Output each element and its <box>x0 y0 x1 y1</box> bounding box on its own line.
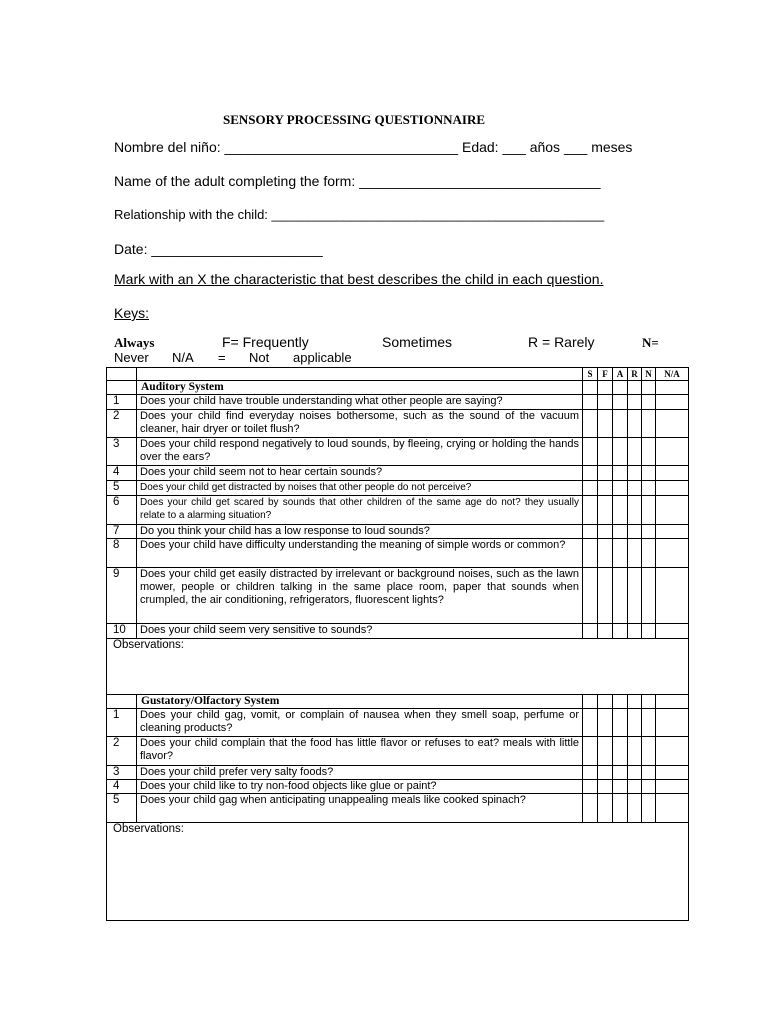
answer-cell[interactable] <box>628 766 642 780</box>
question-text: Do you think your child has a low response to loud sounds? <box>137 525 583 539</box>
answer-cell[interactable] <box>613 737 628 766</box>
answer-cell[interactable] <box>642 737 656 766</box>
answer-cell[interactable] <box>583 794 598 823</box>
answer-cell[interactable] <box>583 624 598 639</box>
answer-cell[interactable] <box>656 780 689 794</box>
answer-cell[interactable] <box>583 525 598 539</box>
answer-cell[interactable] <box>628 568 642 624</box>
answer-cell[interactable] <box>656 438 689 466</box>
answer-cell[interactable] <box>628 410 642 438</box>
answer-cell[interactable] <box>583 395 598 410</box>
answer-cell[interactable] <box>656 395 689 410</box>
gustatory-section-row <box>107 695 689 709</box>
answer-cell[interactable] <box>628 481 642 496</box>
answer-cell[interactable] <box>642 794 656 823</box>
answer-cell[interactable] <box>656 737 689 766</box>
answer-cell[interactable] <box>598 438 613 466</box>
key-sometimes: Sometimes <box>382 334 453 350</box>
table-row <box>107 568 689 624</box>
gustatory-section-title: Gustatory/Olfactory System <box>137 695 583 709</box>
key-na: N/A <box>172 350 194 365</box>
answer-cell[interactable] <box>656 568 689 624</box>
answer-cell[interactable] <box>656 794 689 823</box>
answer-cell[interactable] <box>642 466 656 481</box>
question-number: 10 <box>107 624 137 639</box>
question-text: Does your child respond negatively to loud sounds, by fleeing, crying or holding the hands over the ears? <box>137 438 583 466</box>
question-number: 5 <box>107 481 137 496</box>
answer-cell[interactable] <box>642 410 656 438</box>
answer-cell[interactable] <box>628 525 642 539</box>
answer-cell[interactable] <box>642 568 656 624</box>
question-number: 4 <box>107 466 137 481</box>
col-header-r: R <box>628 368 642 381</box>
key-never: Never <box>114 350 149 365</box>
instruction-text: Mark with an X the characteristic that best describes the child in each question. <box>114 271 604 287</box>
answer-cell[interactable] <box>656 410 689 438</box>
question-number: 1 <box>107 709 137 737</box>
question-number: 4 <box>107 780 137 794</box>
auditory-observations[interactable]: Observations: <box>107 639 689 695</box>
answer-cell[interactable] <box>583 766 598 780</box>
question-text: Does your child seem not to hear certain sounds? <box>137 466 583 481</box>
answer-cell[interactable] <box>598 568 613 624</box>
question-number: 5 <box>107 794 137 823</box>
adult-name-field[interactable]: Name of the adult completing the form: _______________________________ <box>114 173 601 189</box>
table-row <box>107 539 689 568</box>
answer-cell[interactable] <box>656 624 689 639</box>
answer-cell[interactable] <box>583 737 598 766</box>
questionnaire-table <box>106 367 689 921</box>
question-text: Does your child complain that the food has little flavor or refuses to eat? meals with little flavor? <box>137 737 583 766</box>
gustatory-observations[interactable]: Observations: <box>107 823 689 921</box>
question-number: 2 <box>107 737 137 766</box>
col-header-s: S <box>583 368 598 381</box>
answer-cell[interactable] <box>613 766 628 780</box>
answer-cell[interactable] <box>598 410 613 438</box>
answer-cell[interactable] <box>613 794 628 823</box>
answer-cell[interactable] <box>598 624 613 639</box>
answer-cell[interactable] <box>628 794 642 823</box>
page-title: SENSORY PROCESSING QUESTIONNAIRE <box>222 112 485 127</box>
answer-cell[interactable] <box>642 438 656 466</box>
child-name-field[interactable]: Nombre del niño: ______________________________ Edad: ___ años ___ meses <box>114 139 633 155</box>
question-number: 8 <box>107 539 137 568</box>
key-frequently: F= Frequently <box>222 334 309 350</box>
key-applicable: applicable <box>293 350 352 365</box>
question-number: 3 <box>107 438 137 466</box>
answer-cell[interactable] <box>613 539 628 568</box>
date-field[interactable]: Date: ______________________ <box>114 241 323 257</box>
answer-cell[interactable] <box>583 438 598 466</box>
answer-cell[interactable] <box>613 496 628 525</box>
table-row <box>107 410 689 438</box>
table-row <box>107 780 689 794</box>
answer-cell[interactable] <box>642 709 656 737</box>
answer-cell[interactable] <box>598 525 613 539</box>
answer-cell[interactable] <box>598 481 613 496</box>
col-header-na: N/A <box>656 368 689 381</box>
question-number: 6 <box>107 496 137 525</box>
answer-cell[interactable] <box>628 496 642 525</box>
question-number: 3 <box>107 766 137 780</box>
answer-cell[interactable] <box>628 466 642 481</box>
answer-cell[interactable] <box>613 568 628 624</box>
col-header-n: N <box>642 368 656 381</box>
relationship-field[interactable]: Relationship with the child: ______________________________________________ <box>114 207 605 222</box>
key-equals: = <box>218 350 226 365</box>
col-header-f: F <box>598 368 613 381</box>
answer-cell[interactable] <box>613 709 628 737</box>
answer-cell[interactable] <box>613 525 628 539</box>
question-text: Does your child like to try non-food objects like glue or paint? <box>137 780 583 794</box>
answer-cell[interactable] <box>656 766 689 780</box>
key-not: Not <box>249 350 270 365</box>
table-row <box>107 624 689 639</box>
answer-cell[interactable] <box>642 496 656 525</box>
table-row <box>107 766 689 780</box>
answer-cell[interactable] <box>656 496 689 525</box>
table-row <box>107 466 689 481</box>
answer-cell[interactable] <box>583 709 598 737</box>
question-number: 2 <box>107 410 137 438</box>
question-text: Does your child gag, vomit, or complain of nausea when they smell soap, perfume or cleaning products? <box>137 709 583 737</box>
table-row <box>107 395 689 410</box>
table-row <box>107 481 689 496</box>
answer-cell[interactable] <box>613 466 628 481</box>
answer-cell[interactable] <box>628 624 642 639</box>
answer-cell[interactable] <box>642 780 656 794</box>
answer-cell[interactable] <box>628 709 642 737</box>
answer-cell[interactable] <box>583 780 598 794</box>
question-text: Does your child have difficulty understanding the meaning of simple words or common? <box>137 539 583 568</box>
answer-cell[interactable] <box>613 780 628 794</box>
answer-cell[interactable] <box>642 624 656 639</box>
key-never-start: N= <box>642 335 659 350</box>
answer-cell[interactable] <box>642 525 656 539</box>
answer-cell[interactable] <box>628 395 642 410</box>
answer-cell[interactable] <box>656 466 689 481</box>
col-header-a: A <box>613 368 628 381</box>
key-always: Always <box>114 335 155 350</box>
answer-cell[interactable] <box>613 395 628 410</box>
auditory-section-row <box>107 381 689 395</box>
table-row <box>107 737 689 766</box>
question-text: Does your child gag when anticipating unappealing meals like cooked spinach? <box>137 794 583 823</box>
answer-cell[interactable] <box>598 496 613 525</box>
answer-cell[interactable] <box>628 539 642 568</box>
auditory-section-title: Auditory System <box>137 381 583 395</box>
answer-cell[interactable] <box>613 624 628 639</box>
answer-cell[interactable] <box>656 539 689 568</box>
table-row <box>107 496 689 525</box>
answer-cell[interactable] <box>598 780 613 794</box>
answer-cell[interactable] <box>642 481 656 496</box>
answer-cell[interactable] <box>628 780 642 794</box>
answer-cell[interactable] <box>598 737 613 766</box>
answer-cell[interactable] <box>598 709 613 737</box>
answer-cell[interactable] <box>656 709 689 737</box>
question-text: Does your child prefer very salty foods? <box>137 766 583 780</box>
question-text: Does your child seem very sensitive to sounds? <box>137 624 583 639</box>
answer-cell[interactable] <box>642 395 656 410</box>
table-row <box>107 794 689 823</box>
answer-cell[interactable] <box>598 766 613 780</box>
key-rarely: R = Rarely <box>528 334 595 350</box>
answer-cell[interactable] <box>598 794 613 823</box>
answer-cell[interactable] <box>583 496 598 525</box>
answer-cell[interactable] <box>583 410 598 438</box>
answer-cell[interactable] <box>656 481 689 496</box>
answer-cell[interactable] <box>598 395 613 410</box>
answer-cell[interactable] <box>656 525 689 539</box>
table-row <box>107 438 689 466</box>
answer-cell[interactable] <box>583 466 598 481</box>
answer-cell[interactable] <box>628 737 642 766</box>
answer-cell[interactable] <box>613 438 628 466</box>
question-number: 7 <box>107 525 137 539</box>
table-row <box>107 525 689 539</box>
answer-cell[interactable] <box>613 410 628 438</box>
question-number: 1 <box>107 395 137 410</box>
answer-cell[interactable] <box>583 481 598 496</box>
question-text: Does your child get scared by sounds that other children of the same age do not? they usually relate to a alarming situation? <box>137 496 583 525</box>
answer-cell[interactable] <box>628 438 642 466</box>
question-text: Does your child get distracted by noises that other people do not perceive? <box>137 481 583 496</box>
answer-cell[interactable] <box>613 481 628 496</box>
auditory-observations-row <box>107 639 689 695</box>
answer-cell[interactable] <box>598 539 613 568</box>
answer-cell[interactable] <box>583 568 598 624</box>
question-text: Does your child have trouble understanding what other people are saying? <box>137 395 583 410</box>
answer-cell[interactable] <box>583 539 598 568</box>
table-row <box>107 709 689 737</box>
column-header-row <box>107 368 689 381</box>
answer-cell[interactable] <box>598 466 613 481</box>
question-text: Does your child find everyday noises bothersome, such as the sound of the vacuum cleaner, hair dryer or toilet flush? <box>137 410 583 438</box>
gustatory-observations-row <box>107 823 689 921</box>
question-number: 9 <box>107 568 137 624</box>
question-text: Does your child get easily distracted by irrelevant or background noises, such as the lawn mower, people or children talking in the same place room, paper that sounds when crumpled, the air conditioning, refrigerators, fluorescent lights? <box>137 568 583 624</box>
answer-cell[interactable] <box>642 539 656 568</box>
answer-cell[interactable] <box>642 766 656 780</box>
keys-label: Keys: <box>114 305 150 321</box>
